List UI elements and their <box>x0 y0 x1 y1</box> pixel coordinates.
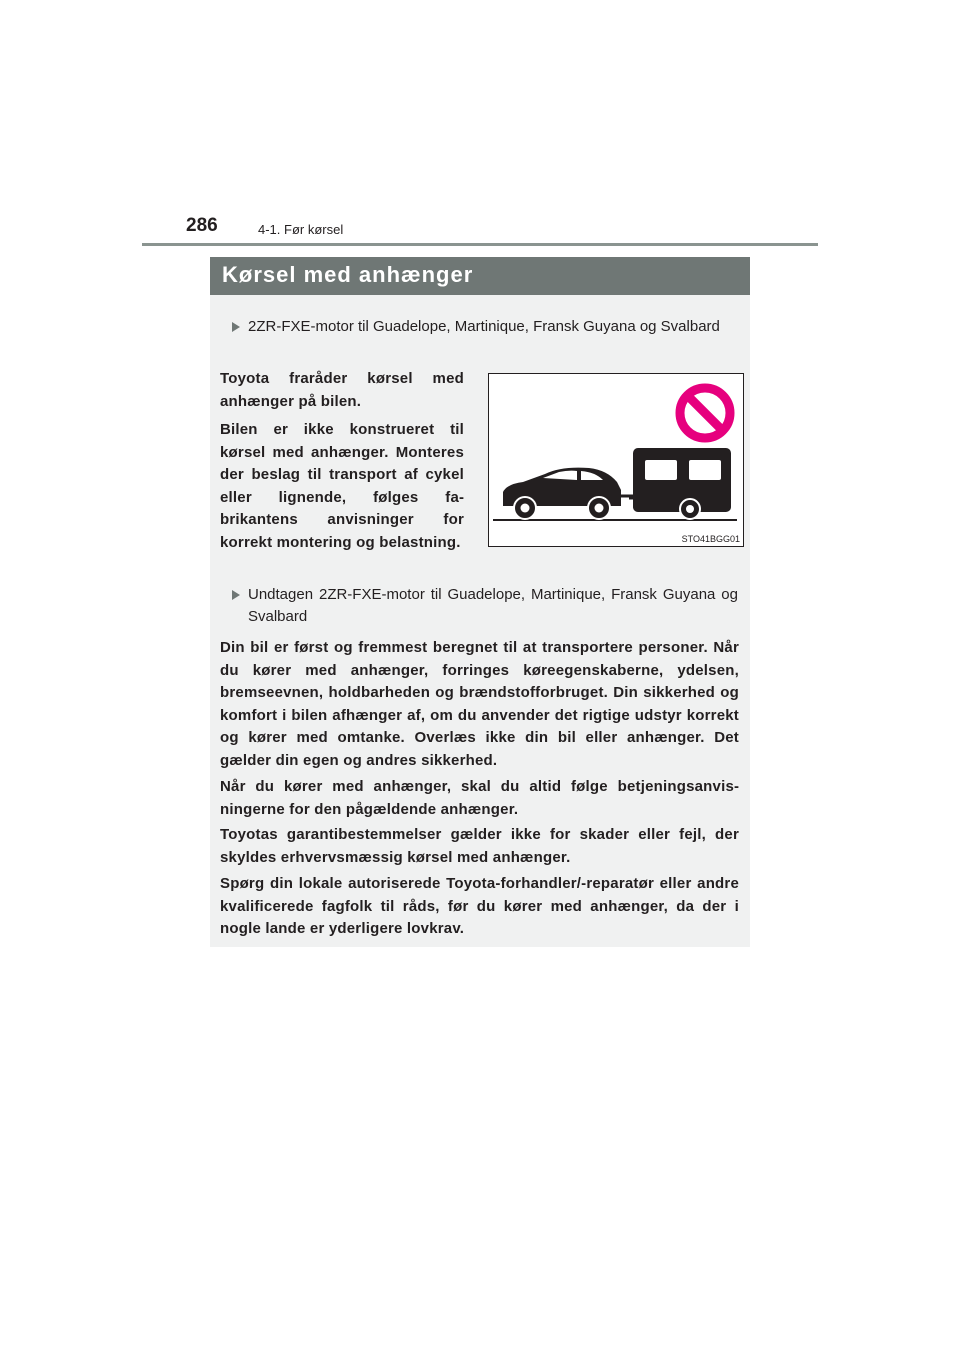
figure-code: STO41BGG01 <box>681 534 740 544</box>
bullet-item <box>232 316 738 338</box>
arrow-right-icon <box>232 322 240 332</box>
title-bar <box>210 257 750 295</box>
intro-paragraph: Bilen er ikke konstrueret til kørsel med anhænger. Monteres der beslag til transport af cykel eller lignende, følges fabrikantens anvisninger for korrekt montering og belastning. <box>220 421 464 551</box>
section-label: 4-1. Før kørsel <box>258 222 344 237</box>
bullet-item <box>232 584 738 628</box>
prohibited-sign-icon <box>680 388 730 438</box>
body-paragraph: Din bil er først og fremmest beregnet til at transportere personer. Når du kører med anhænger, forringes køreegenskaberne, ydelsen, bremseevnen, holdbarheden og brændstofforbruget. Din sikkerhed og komfort i bilen afhænger af, om du anvender det rigtige udstyr korrekt og kører med omtanke. Overlæs ikke din bil eller anhænger. Det gælder din egen og andres sikkerhed. <box>220 639 739 769</box>
header-rule <box>142 243 818 246</box>
bullet-text: Undtagen 2ZR-FXE-motor til Guadelope, Martinique, Fransk Guyana og Svalbard <box>248 586 738 625</box>
body-paragraph: Spørg din lokale autoriserede Toyota-forhandler/-reparatør eller andre kvalificerede fagfolk til råds, før du kører med anhænger, da der i nogle lande er yderligere lovkrav. <box>220 875 739 937</box>
car-shape <box>503 468 621 519</box>
body-paragraph: Toyotas garantibestemmelser gælder ikke for skader eller fejl, der skyldes erhvervsmæssig kørsel med anhænger. <box>220 826 739 866</box>
body-paragraph: Når du kører med anhænger, skal du altid følge betjeningsanvisningerne for den pågældende anhænger. <box>220 778 739 818</box>
bullet-text: 2ZR-FXE-motor til Guadelope, Martinique, Fransk Guyana og Svalbard <box>248 318 720 335</box>
trailer-prohibited-illustration <box>488 373 744 547</box>
page-title: Kørsel med anhænger <box>222 262 474 287</box>
page-number: 286 <box>186 215 218 236</box>
trailer-prohibited-drawing <box>489 374 743 546</box>
trailer-shape <box>629 448 731 519</box>
intro-paragraph: Toyota fraråder kørsel med anhænger på bilen. <box>220 370 464 410</box>
content-box <box>210 295 750 947</box>
arrow-right-icon <box>232 590 240 600</box>
